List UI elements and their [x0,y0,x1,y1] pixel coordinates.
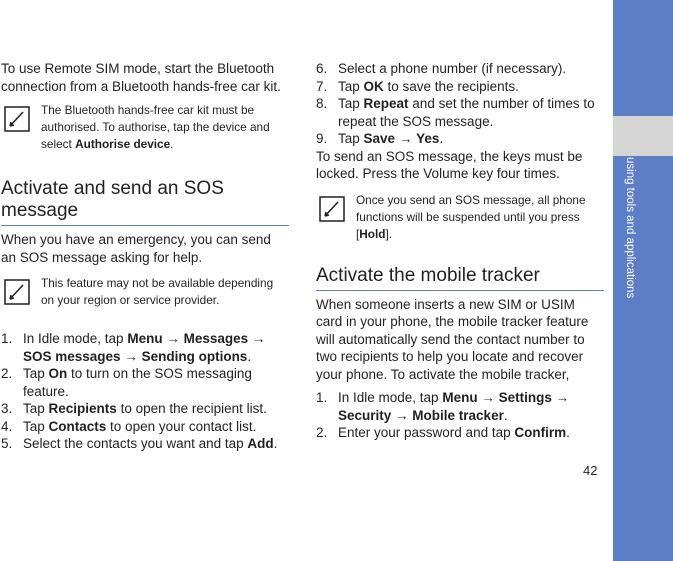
step-text: . [566,425,570,440]
step-text: Tap [23,401,49,416]
note-text: Once you send an SOS message, all phone functions will be suspended until you press [ [356,192,586,241]
step-text: Tap [23,366,49,381]
step-bold: Yes [416,131,440,146]
step-item [316,60,604,78]
step-text: Select the contacts you want and tap [23,436,248,451]
note-text: The Bluetooth hands-free car kit must be authorised. To authorise, tap the device and select [41,103,270,151]
step-text: Enter your password and tap [338,425,515,440]
note-pencil-icon [319,196,345,222]
step-bold: Sending options [141,348,248,364]
sos-steps [1,330,289,453]
side-tab-highlight [613,116,673,156]
step-item [1,418,289,436]
step-item [316,130,604,148]
step-item [316,424,604,442]
step-bold: Confirm [514,425,567,440]
step-text: Tap [338,96,364,111]
note-text: ]. [385,226,393,241]
step-bold: Repeat [363,96,409,111]
step-bold: Menu [127,331,163,346]
step-number: 1. [1,331,13,346]
step-item [1,400,289,418]
step-text: In Idle mode, tap [338,390,443,405]
step-bold: Add [247,436,274,451]
step-number: 2. [1,366,13,381]
step-text: . [439,131,444,146]
step-text: Tap [338,131,364,146]
step-number: 7. [316,78,328,94]
arrow: → [395,131,417,146]
step-text: Tap [23,418,49,434]
note-pencil-icon [4,279,30,305]
page-number: 42 [583,463,598,478]
arrow: → [162,331,184,346]
step-bold: Save [363,131,396,146]
step-item [316,389,604,424]
step-item [316,95,604,130]
step-text: In Idle mode, tap [23,331,128,346]
step-number: 8. [316,96,328,111]
step-text: to save the recipients. [383,78,519,94]
step-number: 4. [1,418,13,434]
step-bold: SOS messages [23,348,121,364]
step-text: . [503,407,508,423]
sos-steps-continued [316,60,604,148]
note-text: This feature may not be available depending on your region or service provider. [41,276,274,307]
step-text: and set the number of times to repeat the SOS message. [338,96,595,129]
arrow: → [391,407,413,423]
step-text: to open the recipient list. [116,401,267,416]
right-column [316,60,604,442]
left-column [1,60,289,453]
step-bold: Security [338,407,392,423]
step-text: . [247,348,252,364]
note-bold: Authorise device [75,137,171,151]
step-item [1,435,289,453]
step-number: 1. [316,390,328,405]
lock-paragraph: To send an SOS message, the keys must be locked. Press the Volume key four times. [316,148,583,181]
heading-sos: Activate and send an SOS message [1,178,289,226]
note-authorise [1,102,289,153]
arrow: → [477,390,499,405]
step-text: to turn on the SOS messaging feature. [23,366,252,399]
step-bold: Recipients [48,401,117,416]
intro-paragraph: To use Remote SIM mode, start the Bluetooth connection from a Bluetooth hands-free car kit. [1,61,281,94]
step-item [1,365,289,400]
tracker-steps [316,389,604,442]
step-bold: Contacts [48,418,107,434]
note-pencil-icon [4,106,30,132]
step-number: 5. [1,436,13,451]
step-number: 6. [316,61,328,76]
step-item [1,330,289,365]
note-text: . [170,137,174,151]
step-text: to open your contact list. [106,418,257,434]
note-bold: Hold [359,226,386,241]
step-bold: Settings [498,390,552,405]
note-region [1,275,289,309]
step-number: 2. [316,425,328,440]
arrow: → [120,348,142,364]
arrow: → [551,390,570,405]
step-bold: Menu [442,390,478,405]
step-bold: OK [363,78,384,94]
step-text: Select a phone number (if necessary). [338,61,567,76]
step-text: Tap [338,78,364,94]
step-bold: Mobile tracker [412,407,504,423]
step-item [316,78,604,96]
step-number: 3. [1,401,13,416]
step-bold: On [48,366,68,381]
step-bold: Messages [183,331,249,346]
tracker-paragraph: When someone inserts a new SIM or USIM card in your phone, the mobile tracker feature will automatically send the contact number to two recipients to help you locate and recover your phone. To activate the mobile tracker, [316,296,589,382]
sos-paragraph: When you have an emergency, you can send an SOS message asking for help. [1,232,271,265]
section-label: using tools and applications [624,157,636,299]
step-number: 9. [316,131,328,146]
heading-tracker: Activate the mobile tracker [316,265,604,291]
step-text: . [273,436,278,451]
note-suspended [316,192,604,243]
arrow: → [248,331,266,346]
